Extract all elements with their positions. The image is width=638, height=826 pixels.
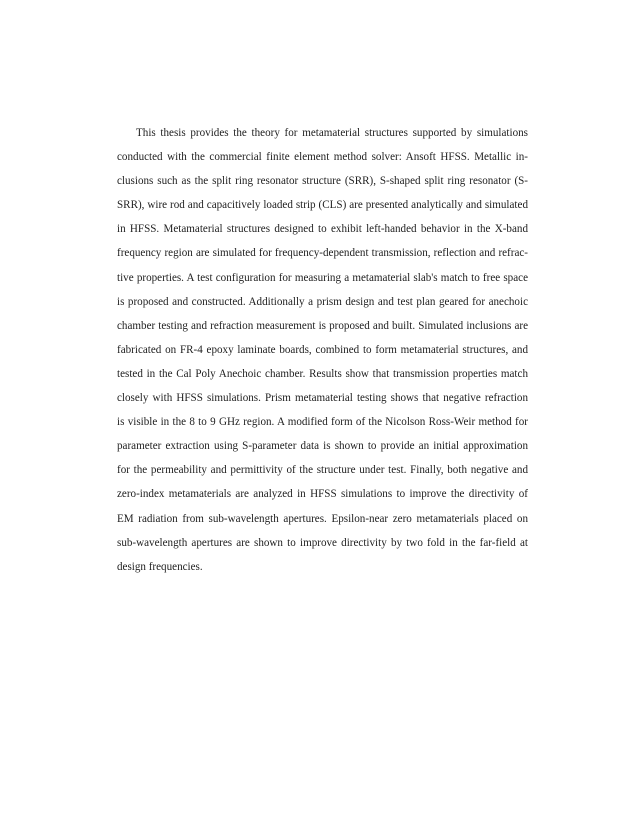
abstract-line: tive properties. A test configuration for measuring a metamaterial slab's match to free space (117, 271, 528, 284)
abstract-paragraph (117, 121, 528, 579)
abstract-line: conducted with the commercial finite element method solver: Ansoft HFSS. Metallic in- (117, 151, 528, 164)
abstract-line: zero-index metamaterials are analyzed in HFSS simulations to improve the directivity of (117, 488, 528, 501)
abstract-line: chamber testing and refraction measurement is proposed and built. Simulated inclusions are (117, 319, 528, 332)
abstract-line: frequency region are simulated for frequency-dependent transmission, reflection and refrac- (117, 247, 528, 260)
abstract-line: is proposed and constructed. Additionally a prism design and test plan geared for anechoic (117, 295, 528, 308)
abstract-line: closely with HFSS simulations. Prism metamaterial testing shows that negative refraction (117, 392, 528, 405)
abstract-line: for the permeability and permittivity of the structure under test. Finally, both negative and (117, 464, 528, 477)
abstract-line: EM radiation from sub-wavelength apertures. Epsilon-near zero metamaterials placed on (117, 512, 528, 525)
abstract-line: tested in the Cal Poly Anechoic chamber. Results show that transmission properties match (117, 367, 528, 380)
abstract-line: This thesis provides the theory for metamaterial structures supported by simulations (136, 127, 528, 139)
abstract-line: SRR), wire rod and capacitively loaded strip (CLS) are presented analytically and simulated (117, 199, 528, 212)
abstract-line: sub-wavelength apertures are shown to improve directivity by two fold in the far-field at (117, 536, 528, 549)
abstract-line: fabricated on FR-4 epoxy laminate boards, combined to form metamaterial structures, and (117, 343, 528, 356)
abstract-line: design frequencies. (117, 560, 203, 573)
abstract-line: parameter extraction using S-parameter data is shown to provide an initial approximation (117, 440, 528, 453)
abstract-line: in HFSS. Metamaterial structures designed to exhibit left-handed behavior in the X-band (117, 223, 528, 236)
abstract-line: is visible in the 8 to 9 GHz region. A modified form of the Nicolson Ross-Weir method for (117, 416, 528, 429)
abstract-line: clusions such as the split ring resonator structure (SRR), S-shaped split ring resonator (S- (117, 175, 528, 188)
